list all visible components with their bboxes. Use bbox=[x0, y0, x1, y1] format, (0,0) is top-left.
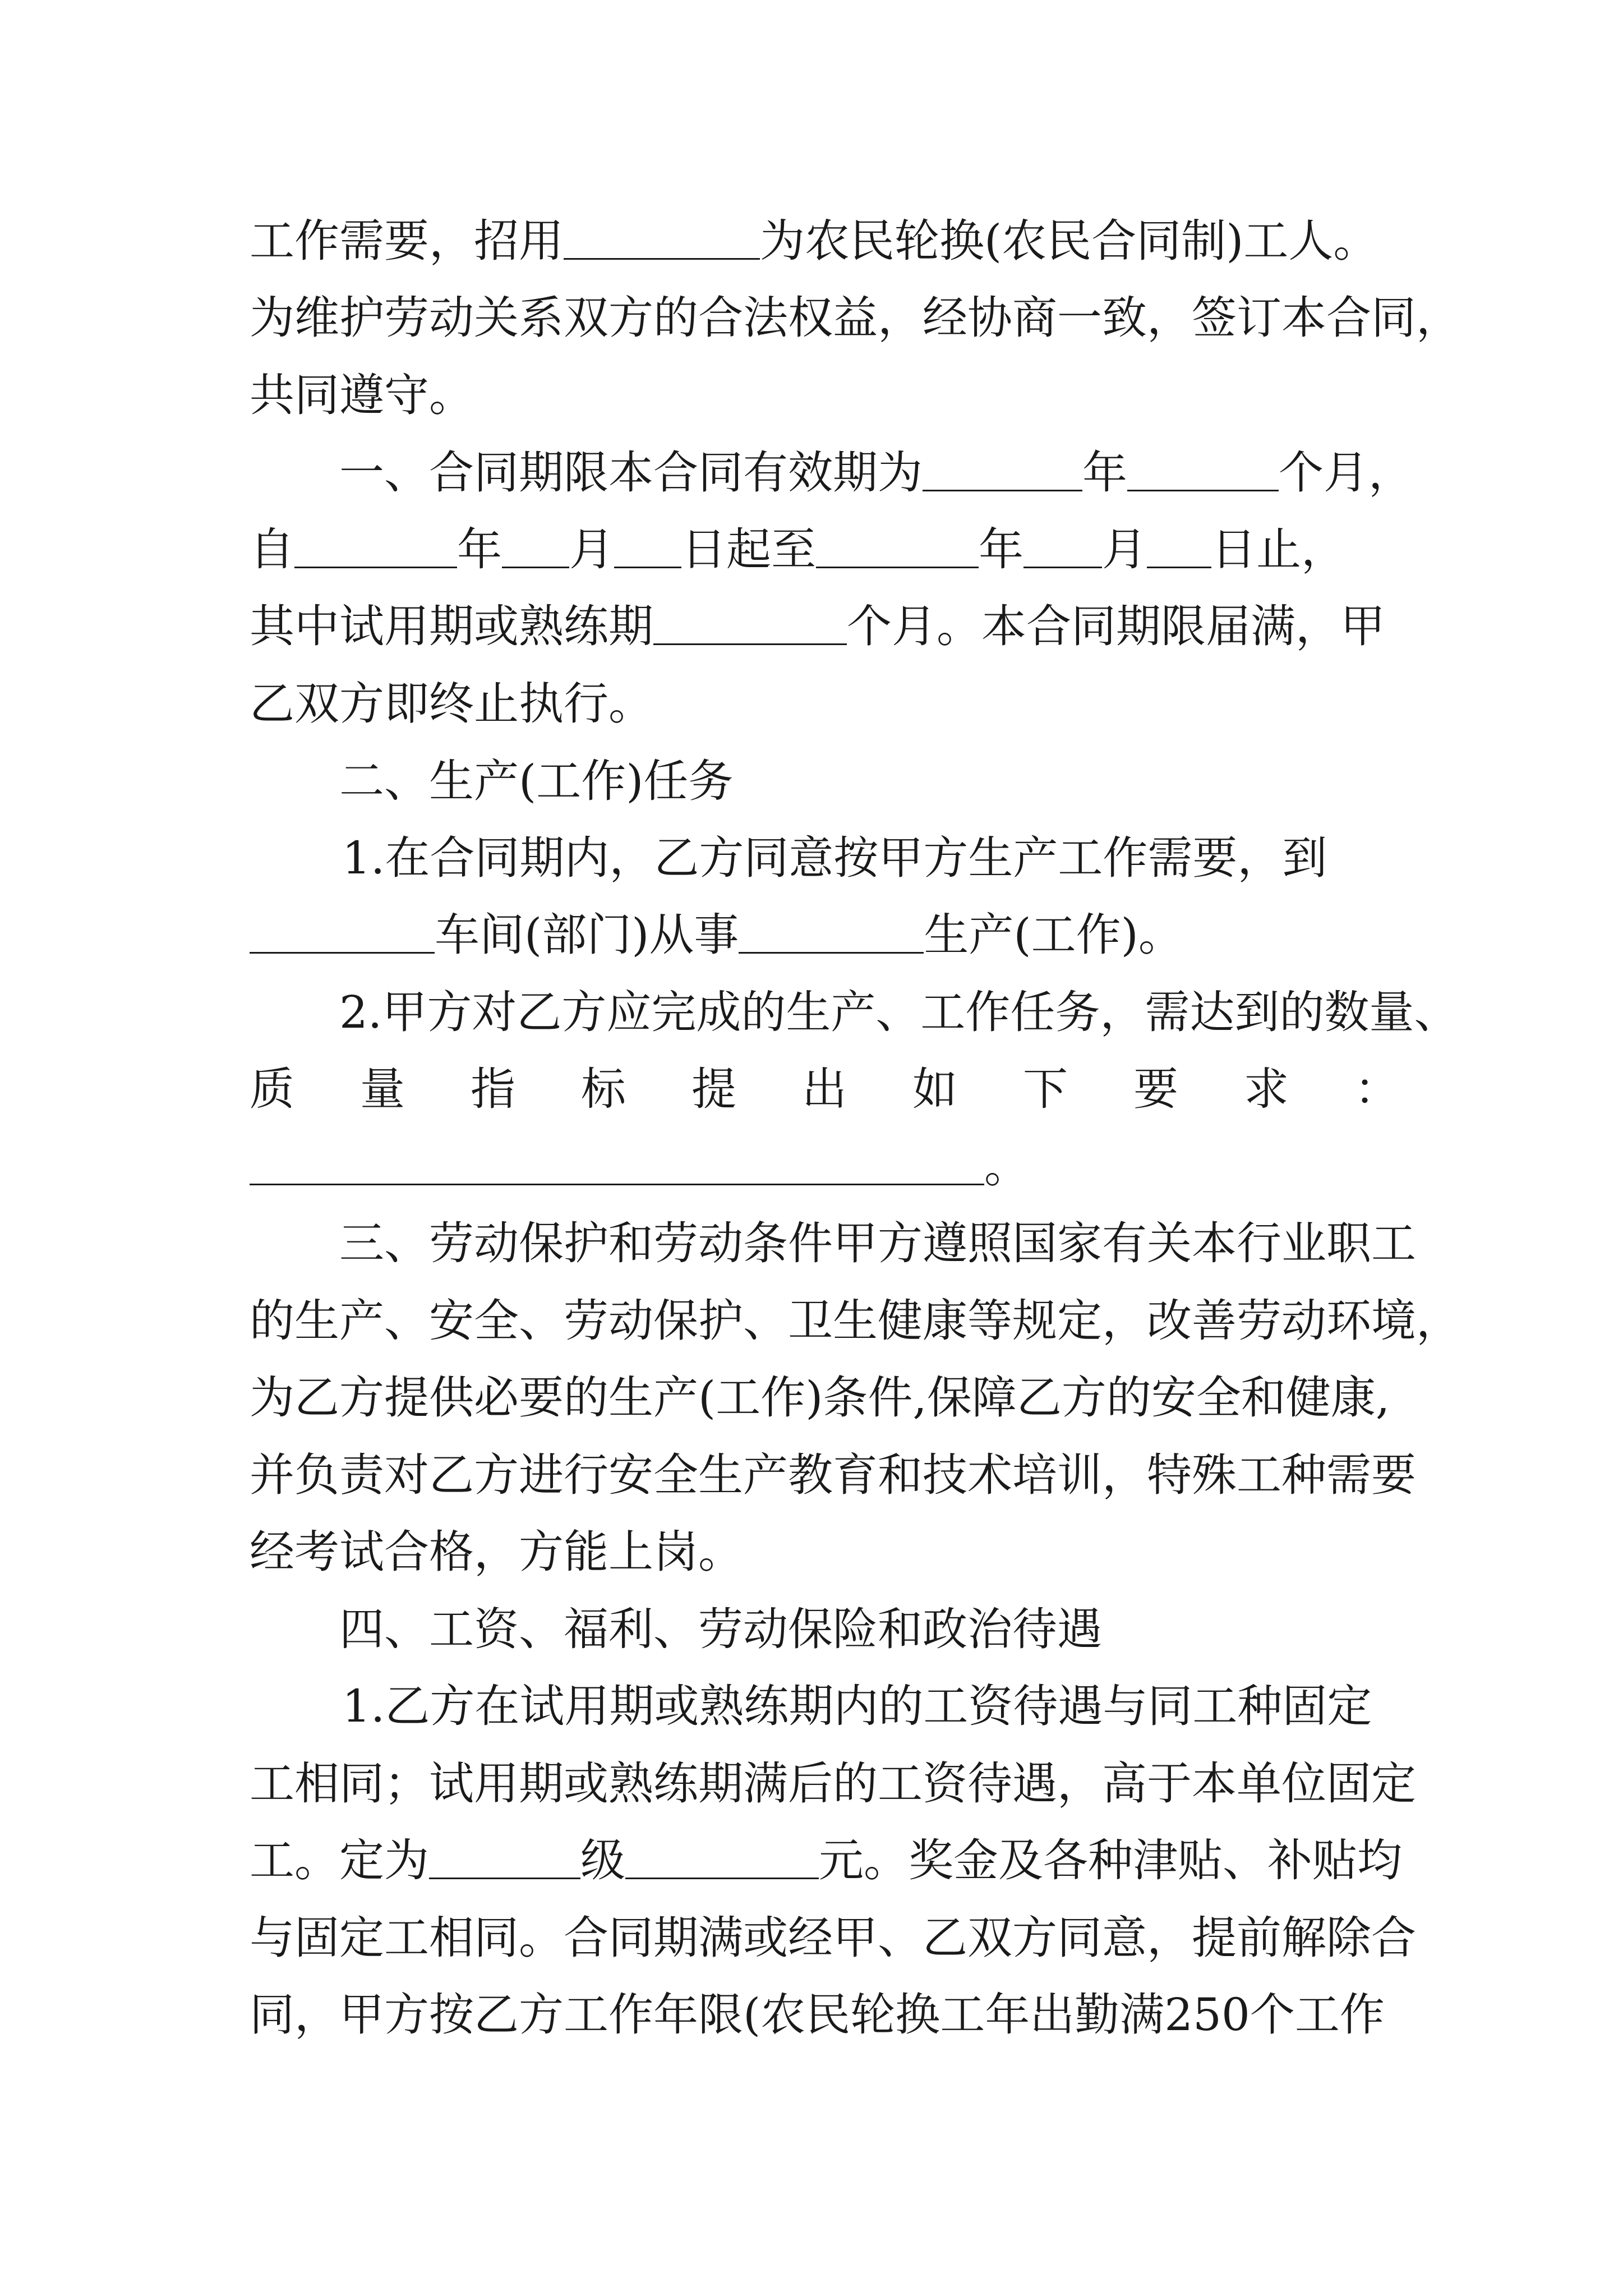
text: 为农民轮换(农民合同制)工人。 bbox=[760, 215, 1378, 267]
fill-blank[interactable] bbox=[502, 522, 569, 568]
section-4-line: 与固定工相同。合同期满或经甲、乙双方同意，提前解除合 bbox=[250, 1912, 1416, 1964]
text: 月 bbox=[1102, 523, 1147, 576]
char: 标 bbox=[581, 1063, 626, 1115]
fill-blank[interactable] bbox=[429, 1833, 580, 1879]
section-2-line bbox=[250, 1136, 1399, 1198]
fill-blank[interactable] bbox=[250, 907, 435, 954]
section-4-line: 同，甲方按乙方工作年限(农民轮换工年出勤满250个工作 bbox=[250, 1989, 1385, 2041]
fill-blank[interactable] bbox=[625, 1833, 819, 1879]
section-1-line: 乙双方即终止执行。 bbox=[250, 678, 653, 730]
text: 日止， bbox=[1211, 523, 1346, 576]
fill-blank[interactable] bbox=[739, 907, 924, 954]
section-3-line: 三、劳动保护和劳动条件甲方遵照国家有关本行业职工 bbox=[339, 1217, 1416, 1269]
text: 年 bbox=[1082, 447, 1127, 499]
section-3-line: 的生产、安全、劳动保护、卫生健康等规定，改善劳动环境， bbox=[250, 1295, 1461, 1347]
fill-blank[interactable] bbox=[1147, 522, 1211, 568]
text: 年 bbox=[979, 523, 1023, 576]
fill-blank[interactable] bbox=[816, 522, 979, 568]
char: 求 bbox=[1244, 1063, 1289, 1115]
fill-blank[interactable] bbox=[653, 599, 847, 645]
text-line bbox=[250, 210, 1399, 272]
fill-blank[interactable] bbox=[1023, 522, 1102, 568]
char: 质 bbox=[250, 1063, 294, 1115]
section-2-spread-line bbox=[250, 1059, 1399, 1120]
section-2-line: 1.在合同期内，乙方同意按甲方生产工作需要，到 bbox=[342, 832, 1327, 884]
section-1-line bbox=[250, 596, 1399, 657]
text: 个月， bbox=[1279, 447, 1413, 499]
section-1-line bbox=[250, 519, 1399, 581]
section-2-line: 2.甲方对乙方应完成的生产、工作任务，需达到的数量、 bbox=[339, 986, 1459, 1038]
text: 。 bbox=[984, 1140, 1029, 1193]
fill-blank[interactable] bbox=[923, 445, 1082, 491]
char: 指 bbox=[471, 1063, 515, 1115]
text: 生产(工作)。 bbox=[924, 909, 1183, 961]
char: 出 bbox=[802, 1063, 847, 1115]
text: 月 bbox=[569, 523, 614, 576]
section-2-title: 二、生产(工作)任务 bbox=[339, 755, 734, 807]
text: 个月。本合同期限届满，甲 bbox=[847, 600, 1385, 652]
section-4-line bbox=[250, 1830, 1402, 1892]
text-line: 共同遵守。 bbox=[250, 369, 474, 421]
text: 车间(部门)从事 bbox=[435, 909, 739, 961]
section-4-title: 四、工资、福利、劳动保险和政治待遇 bbox=[339, 1603, 1102, 1655]
text: 一、合同期限本合同有效期为 bbox=[339, 447, 923, 499]
section-1-line bbox=[339, 442, 1413, 504]
section-4-line: 1.乙方在试用期或熟练期内的工资待遇与同工种固定 bbox=[342, 1680, 1372, 1732]
fill-blank[interactable] bbox=[614, 522, 681, 568]
fill-blank[interactable] bbox=[250, 1139, 984, 1185]
char: ： bbox=[1354, 1063, 1399, 1115]
text: 年 bbox=[457, 523, 502, 576]
fill-blank[interactable] bbox=[564, 213, 760, 260]
text: 工。定为 bbox=[250, 1834, 429, 1887]
char: 提 bbox=[691, 1063, 736, 1115]
text: 自 bbox=[250, 523, 294, 576]
fill-blank[interactable] bbox=[294, 522, 457, 568]
text: 级 bbox=[580, 1834, 625, 1887]
fill-blank[interactable] bbox=[1127, 445, 1279, 491]
section-2-line bbox=[250, 904, 1399, 966]
text: 元。奖金及各种津贴、补贴均 bbox=[819, 1834, 1402, 1887]
section-3-line: 经考试合格，方能上岗。 bbox=[250, 1526, 743, 1578]
section-3-line: 并负责对乙方进行安全生产教育和技术培训，特殊工种需要 bbox=[250, 1449, 1416, 1501]
text: 日起至 bbox=[681, 523, 816, 576]
char: 如 bbox=[912, 1063, 957, 1115]
char: 下 bbox=[1023, 1063, 1068, 1115]
section-3-line: 为乙方提供必要的生产(工作)条件,保障乙方的安全和健康, bbox=[250, 1372, 1390, 1424]
text: 其中试用期或熟练期 bbox=[250, 600, 653, 652]
text-line: 为维护劳动关系双方的合法权益，经协商一致，签订本合同， bbox=[250, 292, 1461, 344]
text: 工作需要，招用 bbox=[250, 215, 564, 267]
section-4-line: 工相同；试用期或熟练期满后的工资待遇，高于本单位固定 bbox=[250, 1757, 1416, 1810]
char: 要 bbox=[1133, 1063, 1178, 1115]
char: 量 bbox=[360, 1063, 405, 1115]
